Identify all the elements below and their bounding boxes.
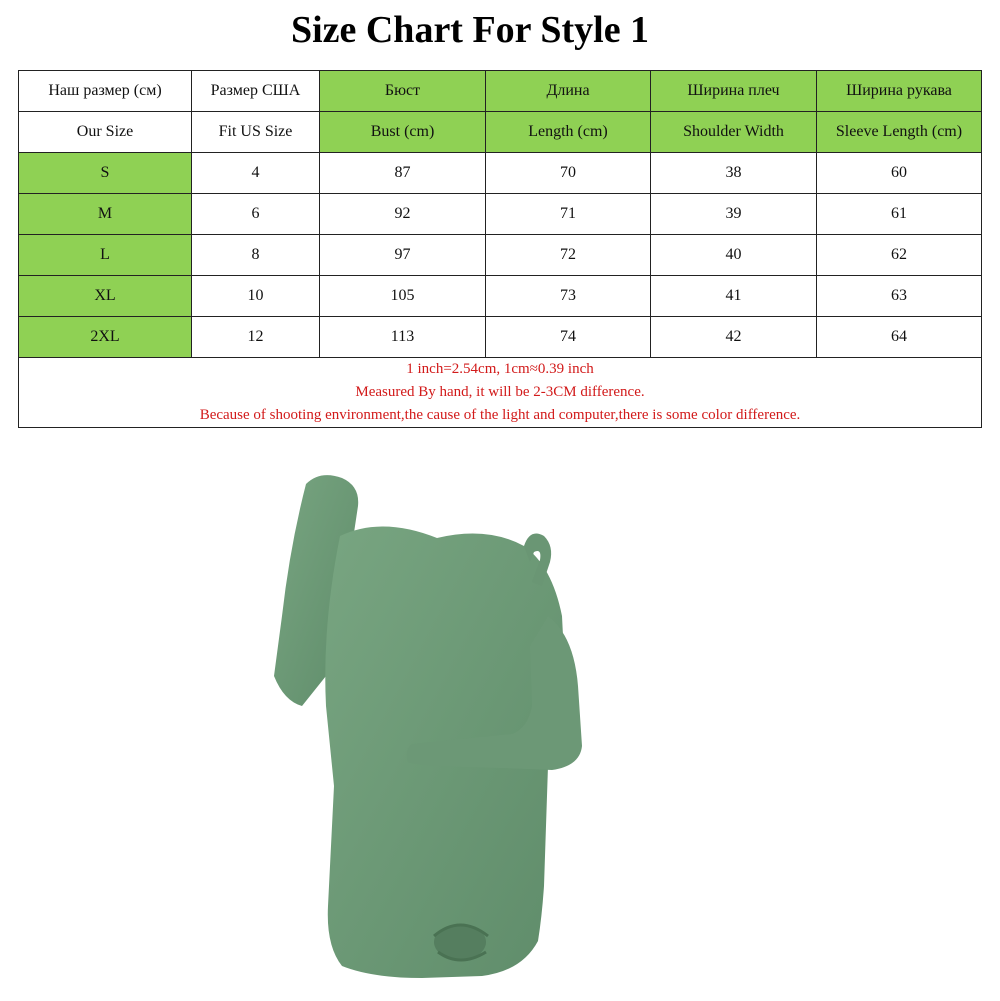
table-cell: 12 bbox=[192, 317, 320, 358]
table-row bbox=[19, 194, 982, 235]
header-cell: Bust (cm) bbox=[320, 112, 486, 153]
size-cell: L bbox=[19, 235, 192, 276]
header-cell: Ширина рукава bbox=[817, 71, 982, 112]
product-image bbox=[262, 466, 602, 996]
measurement-note: Measured By hand, it will be 2-3CM difference. bbox=[355, 384, 645, 400]
header-cell: Shoulder Width bbox=[651, 112, 817, 153]
table-cell: 39 bbox=[651, 194, 817, 235]
header-row-russian bbox=[19, 71, 982, 112]
table-cell: 87 bbox=[320, 153, 486, 194]
table-cell: 38 bbox=[651, 153, 817, 194]
table-cell: 60 bbox=[817, 153, 982, 194]
table-cell: 97 bbox=[320, 235, 486, 276]
table-cell: 8 bbox=[192, 235, 320, 276]
header-cell: Sleeve Length (cm) bbox=[817, 112, 982, 153]
table-cell: 72 bbox=[486, 235, 651, 276]
header-cell: Length (cm) bbox=[486, 112, 651, 153]
table-cell: 40 bbox=[651, 235, 817, 276]
size-cell: XL bbox=[19, 276, 192, 317]
header-row-english bbox=[19, 112, 982, 153]
table-cell: 41 bbox=[651, 276, 817, 317]
size-chart-table bbox=[18, 70, 982, 428]
table-cell: 63 bbox=[817, 276, 982, 317]
notes-row bbox=[19, 358, 982, 428]
color-difference-note: Because of shooting environment,the cause of the light and computer,there is some color difference. bbox=[199, 407, 801, 423]
table-cell: 74 bbox=[486, 317, 651, 358]
table-row bbox=[19, 276, 982, 317]
notes-cell bbox=[19, 358, 982, 428]
page-title: Size Chart For Style 1 bbox=[290, 9, 650, 51]
table-cell: 73 bbox=[486, 276, 651, 317]
table-cell: 10 bbox=[192, 276, 320, 317]
table-row bbox=[19, 317, 982, 358]
size-cell: 2XL bbox=[19, 317, 192, 358]
header-cell: Бюст bbox=[320, 71, 486, 112]
header-cell: Наш размер (см) bbox=[19, 71, 192, 112]
table-cell: 70 bbox=[486, 153, 651, 194]
table-cell: 105 bbox=[320, 276, 486, 317]
header-cell: Длина bbox=[486, 71, 651, 112]
size-cell: M bbox=[19, 194, 192, 235]
table-cell: 42 bbox=[651, 317, 817, 358]
table-cell: 64 bbox=[817, 317, 982, 358]
green-top-icon bbox=[262, 466, 602, 996]
conversion-note: 1 inch=2.54cm, 1cm≈0.39 inch bbox=[406, 361, 594, 377]
table-row bbox=[19, 235, 982, 276]
table-cell: 61 bbox=[817, 194, 982, 235]
table-cell: 62 bbox=[817, 235, 982, 276]
table-cell: 92 bbox=[320, 194, 486, 235]
size-cell: S bbox=[19, 153, 192, 194]
header-cell: Fit US Size bbox=[192, 112, 320, 153]
table-row bbox=[19, 153, 982, 194]
header-cell: Ширина плеч bbox=[651, 71, 817, 112]
table-cell: 71 bbox=[486, 194, 651, 235]
table-cell: 6 bbox=[192, 194, 320, 235]
table-cell: 113 bbox=[320, 317, 486, 358]
header-cell: Our Size bbox=[19, 112, 192, 153]
table-cell: 4 bbox=[192, 153, 320, 194]
header-cell: Размер США bbox=[192, 71, 320, 112]
